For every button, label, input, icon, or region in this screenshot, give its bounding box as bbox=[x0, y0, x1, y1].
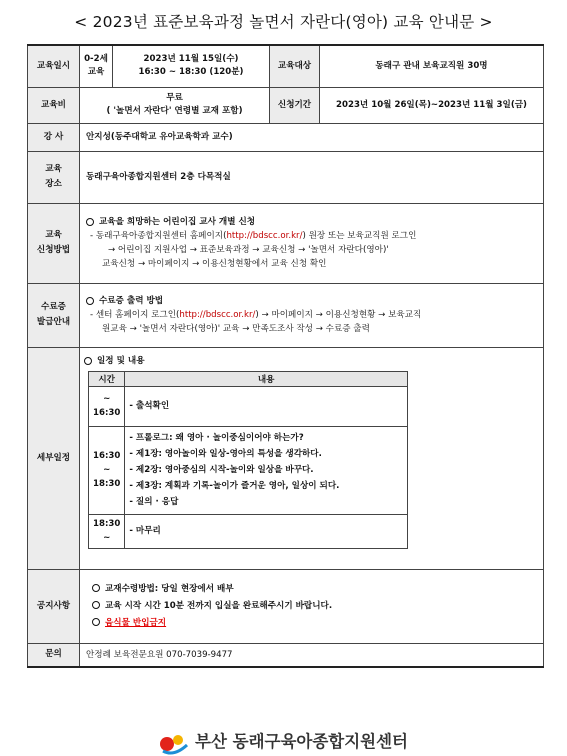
age-cell bbox=[80, 45, 113, 87]
apply-line-2: → 어린이집 지원사업 → 표준보육과정 → 교육신청 → '놀면서 자란다(영아)' bbox=[108, 245, 389, 255]
time-cell bbox=[89, 426, 125, 514]
time-text: 16:30 bbox=[93, 451, 121, 461]
cert-cell bbox=[80, 283, 544, 347]
homepage-link-2[interactable]: http://bdscc.or.kr/ bbox=[179, 310, 256, 320]
center-logo-icon bbox=[159, 731, 189, 755]
agenda-item: - 마무리 bbox=[129, 526, 161, 536]
date-cell bbox=[113, 45, 270, 87]
content-cell bbox=[125, 426, 408, 514]
label-period: 신청기간 bbox=[270, 87, 320, 123]
label-schedule: 교육일시 bbox=[28, 45, 80, 87]
date-line-1: 2023년 11월 15일(수) bbox=[143, 54, 239, 65]
label-detail: 세부일정 bbox=[28, 347, 80, 569]
row-lecturer bbox=[28, 123, 544, 151]
circle-bullet-icon bbox=[86, 218, 94, 226]
cert-l1b: ) → 마이페이지 → 이용신청현황 → 보육교직 bbox=[255, 310, 422, 320]
cert-line-2: 원교육 → '놀면서 자란다(영아)' 교육 → 만족도조사 작성 → 수료증 출력 bbox=[102, 324, 370, 334]
notice-2 bbox=[92, 598, 531, 615]
agenda-item: - 질의 · 응답 bbox=[129, 497, 179, 507]
col-content-header: 내용 bbox=[125, 371, 408, 386]
row-schedule bbox=[28, 45, 544, 87]
age-line-1: 0-2세 bbox=[84, 54, 108, 65]
place-value: 동래구육아종합지원센터 2층 다목적실 bbox=[80, 151, 544, 203]
document-title: < 2023년 표준보육과정 놀면서 자란다(영아) 교육 안내문 > bbox=[74, 13, 493, 31]
agenda-item: - 제2장: 영아중심의 시작-놀이와 일상을 바꾸다. bbox=[129, 465, 314, 475]
agenda-item: - 프롤로그: 왜 영아 · 놀이중심이어야 하는가? bbox=[129, 433, 304, 443]
target-value: 동래구 관내 보육교직원 30명 bbox=[320, 45, 544, 87]
content-cell bbox=[125, 514, 408, 548]
label-contact: 문의 bbox=[28, 643, 80, 667]
label-place-2: 장소 bbox=[45, 179, 62, 189]
apply-line-1 bbox=[86, 229, 537, 243]
schedule-table bbox=[88, 371, 408, 549]
notice-2-text: 교육 시작 시간 10분 전까지 입실을 완료해주시기 바랍니다. bbox=[105, 600, 333, 611]
label-fee: 교육비 bbox=[28, 87, 80, 123]
time-text: ~ bbox=[103, 533, 111, 543]
apply-head-text: 교육을 희망하는 어린이집 교사 개별 신청 bbox=[99, 217, 256, 227]
period-value: 2023년 10월 26일(목)~2023년 11월 3일(금) bbox=[320, 87, 544, 123]
fee-line-1: 무료 bbox=[166, 93, 183, 103]
time-text: 18:30 bbox=[93, 519, 121, 529]
apply-cell bbox=[80, 203, 544, 283]
label-place-1: 교육 bbox=[45, 164, 62, 174]
label-cert-1: 수료증 bbox=[41, 302, 66, 312]
time-text: 18:30 bbox=[93, 479, 121, 489]
homepage-link[interactable]: http://bdscc.or.kr/ bbox=[226, 231, 303, 241]
agenda-item: - 제3장: 계획과 기록-놀이가 즐거운 영아, 일상이 되다. bbox=[129, 481, 340, 491]
label-cert bbox=[28, 283, 80, 347]
notice-1 bbox=[92, 581, 531, 598]
apply-l1a: - 동래구육아종합지원센터 홈페이지( bbox=[90, 231, 227, 241]
agenda-item: - 제1장: 영아놀이와 일상-영아의 특성을 생각하다. bbox=[129, 449, 322, 459]
label-apply-1: 교육 bbox=[45, 230, 62, 240]
schedule-row bbox=[89, 426, 408, 514]
cert-line-1 bbox=[86, 308, 537, 322]
apply-head bbox=[86, 215, 537, 229]
notice-3 bbox=[92, 615, 531, 632]
cert-head-text: 수료증 출력 방법 bbox=[99, 296, 164, 306]
age-line-2: 교육 bbox=[87, 67, 105, 78]
cert-head bbox=[86, 294, 537, 308]
time-text: ~ bbox=[103, 394, 111, 404]
row-place bbox=[28, 151, 544, 203]
notice-1-text: 교재수령방법: 당일 현장에서 배부 bbox=[105, 583, 234, 594]
notice-3-text: 음식물 반입금지 bbox=[105, 617, 167, 628]
footer bbox=[0, 728, 567, 755]
label-notice: 공지사항 bbox=[28, 569, 80, 643]
circle-bullet-icon bbox=[92, 601, 100, 609]
notice-cell bbox=[80, 569, 544, 643]
label-lecturer: 강 사 bbox=[28, 123, 80, 151]
time-cell bbox=[89, 386, 125, 426]
row-cert bbox=[28, 283, 544, 347]
agenda-item: - 출석확인 bbox=[129, 401, 170, 411]
row-contact bbox=[28, 643, 544, 667]
label-apply bbox=[28, 203, 80, 283]
cert-l1a: - 센터 홈페이지 로그인( bbox=[90, 310, 180, 320]
circle-bullet-icon bbox=[92, 584, 100, 592]
footer-org-name: 부산 동래구육아종합지원센터 bbox=[195, 732, 408, 751]
schedule-row bbox=[89, 514, 408, 548]
col-time-header: 시간 bbox=[89, 371, 125, 386]
label-apply-2: 신청방법 bbox=[36, 245, 71, 255]
detail-head bbox=[84, 354, 539, 368]
row-notice bbox=[28, 569, 544, 643]
lecturer-value: 안지성(동주대학교 유아교육학과 교수) bbox=[80, 123, 544, 151]
circle-bullet-icon bbox=[84, 357, 92, 365]
apply-l1b: ) 원장 또는 보육교직원 로그인 bbox=[302, 231, 417, 241]
time-cell bbox=[89, 514, 125, 548]
content-cell bbox=[125, 386, 408, 426]
circle-bullet-icon bbox=[86, 297, 94, 305]
time-text: 16:30 bbox=[93, 408, 121, 418]
row-apply bbox=[28, 203, 544, 283]
detail-head-text: 일정 및 내용 bbox=[97, 355, 145, 366]
detail-cell bbox=[80, 347, 544, 569]
date-line-2: 16:30 ~ 18:30 (120분) bbox=[138, 67, 244, 78]
contact-value: 안정례 보육전문요원 070-7039-9477 bbox=[80, 643, 544, 667]
label-cert-2: 발급안내 bbox=[36, 317, 71, 327]
info-table bbox=[27, 44, 544, 668]
row-detail bbox=[28, 347, 544, 569]
label-target: 교육대상 bbox=[270, 45, 320, 87]
circle-bullet-icon bbox=[92, 618, 100, 626]
fee-cell bbox=[80, 87, 270, 123]
row-fee bbox=[28, 87, 544, 123]
apply-line-3: 교육신청 → 마이페이지 → 이용신청현황에서 교육 신청 확인 bbox=[102, 259, 327, 269]
time-text: ~ bbox=[103, 465, 111, 475]
label-place bbox=[28, 151, 80, 203]
fee-line-2: ( '놀면서 자란다' 연령별 교재 포함) bbox=[106, 106, 243, 116]
schedule-row bbox=[89, 386, 408, 426]
